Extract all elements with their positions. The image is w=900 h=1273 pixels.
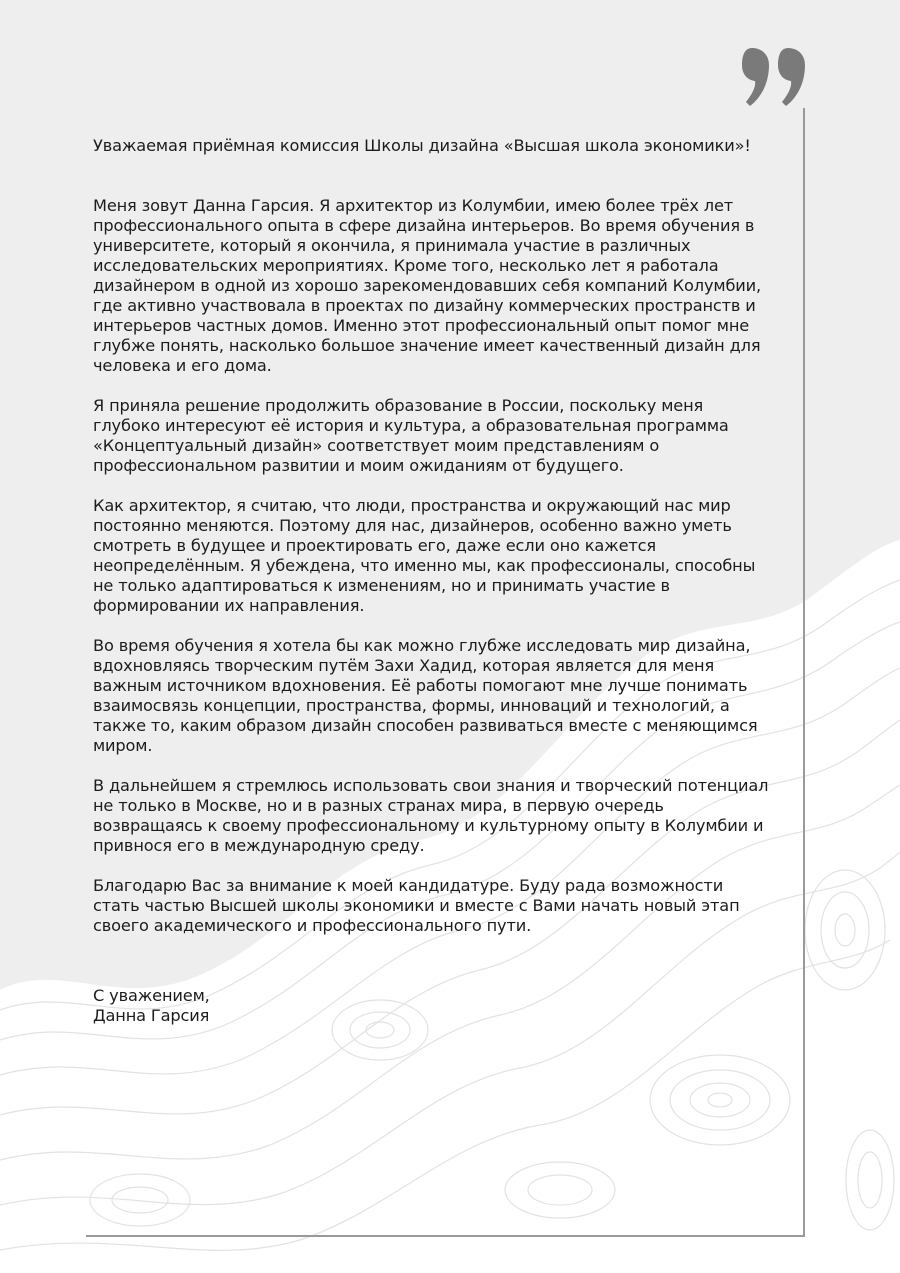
letter-salutation: Уважаемая приёмная комиссия Школы дизайна «Высшая школа экономики»! (93, 136, 751, 155)
letter-paragraph: В дальнейшем я стремлюсь использовать свои знания и творческий потенциал не только в Москве, но и в разных странах мира, в первую очередь возвращаясь к своему профессиональному и культурному опыту в Колумбии и привнося его в международную среду. (93, 776, 769, 855)
letter-signature: Данна Гарсия (93, 1006, 210, 1025)
letter-paragraph: Меня зовут Данна Гарсия. Я архитектор из Колумбии, имею более трёх лет профессионального опыта в сфере дизайна интерьеров. Во время обучения в университете, который я окончила, я принимала участие в различных исследовательских мероприятиях. Кроме того, несколько лет я работала дизайнером в одной из хорошо зарекомендовавших себя компаний Колумбии, где активно участвовала в проектах по дизайну коммерческих пространств и интерьеров частных домов. Именно этот профессиональный опыт помог мне глубже понять, насколько большое значение имеет качественный дизайн для человека и его дома. (93, 196, 762, 375)
letter-paragraph: Я приняла решение продолжить образование в России, поскольку меня глубоко интересуют её история и культура, а образовательная программа «Концептуальный дизайн» соответствует моим представлениям о профессиональном развитии и моим ожиданиям от будущего. (93, 396, 729, 475)
letter-closing: С уважением, (93, 986, 210, 1005)
frame-bottom-line (86, 1235, 805, 1237)
letter-body (93, 136, 773, 1026)
letter-paragraph: Благодарю Вас за внимание к моей кандидатуре. Буду рада возможности стать частью Высшей школы экономики и вместе с Вами начать новый этап своего академического и профессионального пути. (93, 876, 740, 935)
letter-paragraph: Во время обучения я хотела бы как можно глубже исследовать мир дизайна, вдохновляясь творческим путём Захи Хадид, которая является для меня важным источником вдохновения. Её работы помогают мне лучше понимать взаимосвязь концепции, пространства, формы, инноваций и технологий, а также то, каким образом дизайн способен развиваться вместе с меняющимся миром. (93, 636, 758, 755)
closing-quotation-mark-icon (742, 46, 806, 108)
letter-paragraph: Как архитектор, я считаю, что люди, пространства и окружающий нас мир постоянно меняются. Поэтому для нас, дизайнеров, особенно важно уметь смотреть в будущее и проектировать его, даже если оно кажется неопределённым. Я убеждена, что именно мы, как профессионалы, способны не только адаптироваться к изменениям, но и принимать участие в формировании их направления. (93, 496, 756, 615)
frame-right-line (803, 108, 805, 1237)
